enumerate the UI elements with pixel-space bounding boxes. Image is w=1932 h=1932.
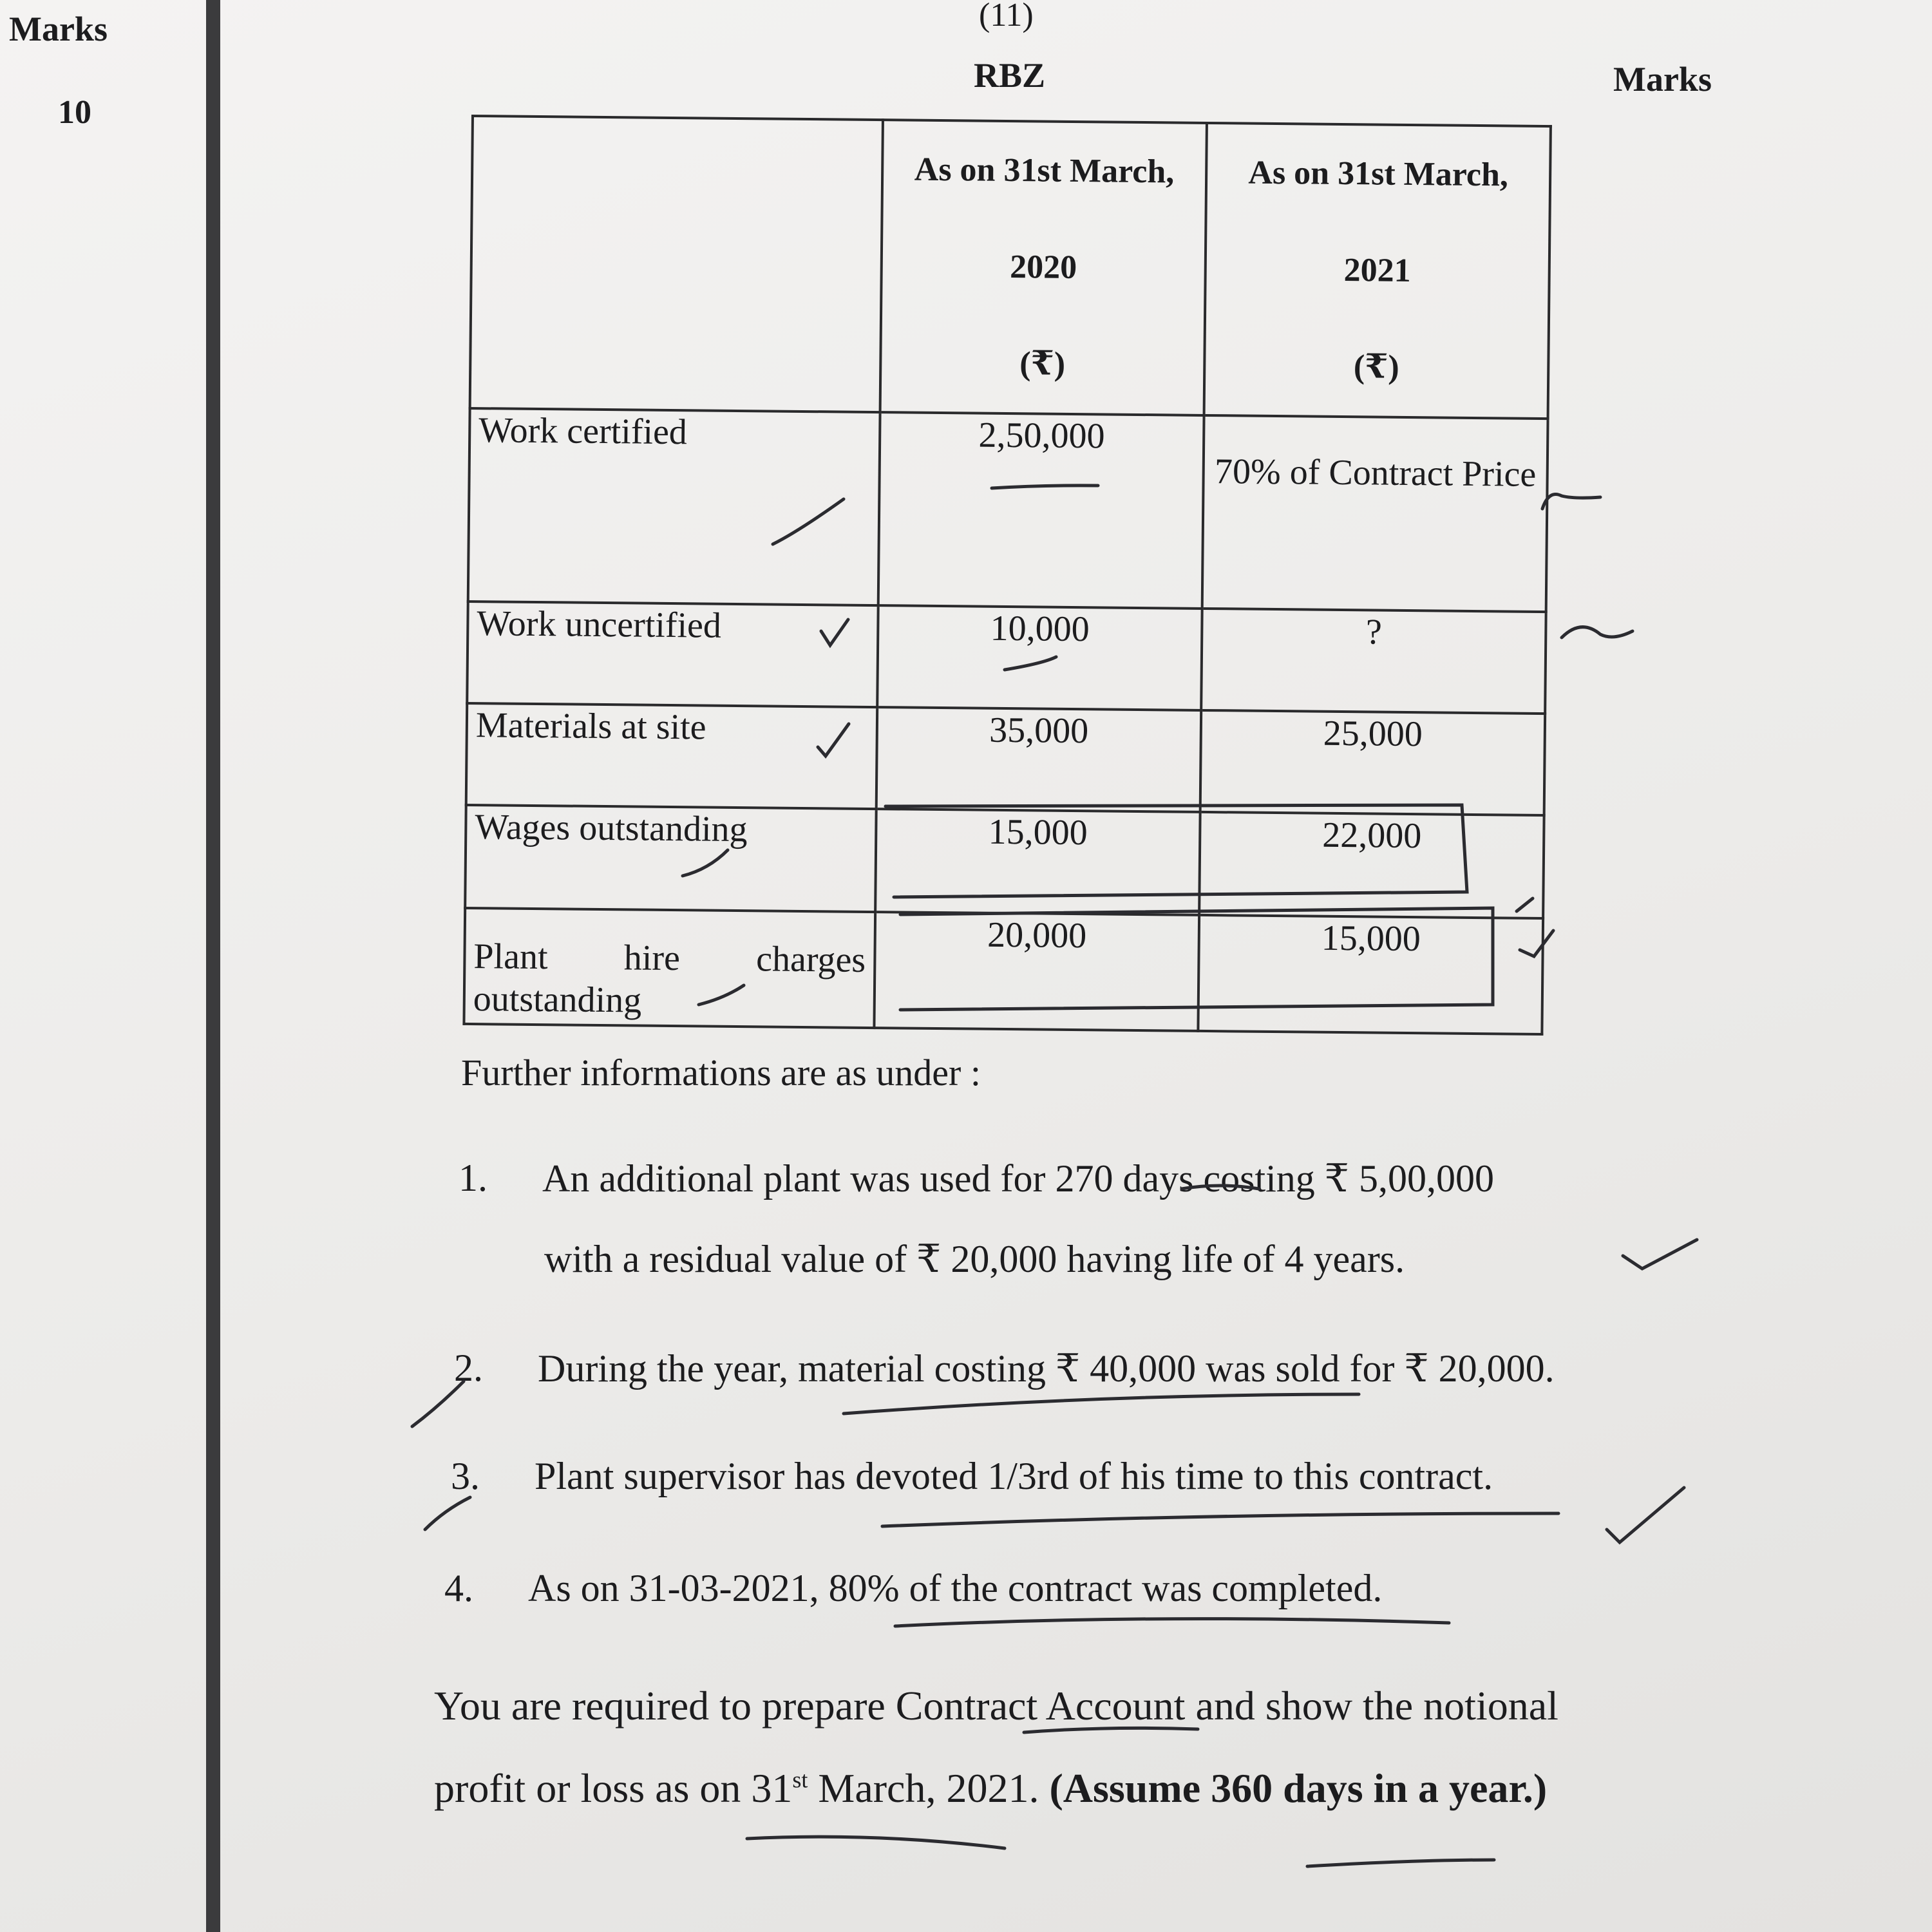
row-label: Work certified: [468, 408, 880, 605]
underline-mark: [1005, 657, 1056, 670]
item-number: 4.: [444, 1567, 473, 1609]
value-2021: ?: [1201, 609, 1546, 714]
wages-box-outline: [886, 805, 1467, 897]
check-mark-icon: [1517, 898, 1533, 911]
check-mark-icon: [773, 499, 844, 544]
margin-note-mark: [1542, 495, 1600, 509]
item-number: 3.: [451, 1455, 480, 1497]
check-mark-icon: [1623, 1240, 1697, 1269]
item-text: During the year, material costing ₹ 40,000 was sold for ₹ 20,000.: [538, 1347, 1555, 1390]
item-text: Plant supervisor has devoted 1/3rd of his time to this contract.: [535, 1455, 1493, 1497]
underline-mark: [1024, 1728, 1198, 1732]
check-mark-icon: [412, 1381, 464, 1426]
item-text: An additional plant was used for 270 days costing ₹ 5,00,000: [542, 1157, 1494, 1200]
value-2020: 35,000: [876, 707, 1201, 812]
check-mark-icon: [699, 985, 744, 1005]
plant-box-outline: [900, 908, 1493, 1010]
underline-mark: [895, 1619, 1449, 1626]
check-mark-icon: [425, 1497, 470, 1530]
underline-mark: [1307, 1860, 1494, 1866]
check-mark-icon: [821, 620, 848, 645]
underline-mark: [992, 486, 1098, 488]
right-marks-label: Marks: [1613, 60, 1712, 99]
requirement-line-1: You are required to prepare Contract Account and show the notional: [434, 1683, 1558, 1728]
further-info-heading: Further informations are as under :: [461, 1052, 981, 1094]
margin-note-mark: [1562, 627, 1633, 638]
value-2021: 70% of Contract Price: [1202, 415, 1548, 612]
row-label: Work uncertified: [467, 601, 878, 707]
requirement-line-2: profit or loss as on 31st March, 2021. (Assume 360 days in a year.): [434, 1765, 1548, 1811]
underline-mark: [844, 1394, 1359, 1414]
value-2021: 22,000: [1199, 812, 1544, 918]
value-2021: 25,000: [1200, 710, 1546, 815]
item-number: 1.: [459, 1157, 488, 1199]
left-marks-label: Marks: [9, 10, 108, 48]
item-number: 2.: [454, 1347, 483, 1389]
underline-mark: [1182, 1186, 1259, 1189]
check-mark-icon: [1520, 931, 1553, 956]
value-2020: 10,000: [877, 605, 1202, 710]
value-2020: 2,50,000: [878, 412, 1204, 609]
row-label: Plant hire charges outstanding: [464, 908, 875, 1028]
value-2020: 15,000: [875, 809, 1200, 915]
row-label: Materials at site: [466, 703, 877, 809]
header-2020: As on 31st March, 2020 (₹): [880, 120, 1207, 415]
value-2021: 15,000: [1198, 915, 1543, 1034]
item-text-continued: with a residual value of ₹ 20,000 having life of 4 years.: [544, 1238, 1405, 1280]
underline-mark: [747, 1837, 1005, 1848]
page-number: (11): [979, 0, 1034, 33]
underline-mark: [882, 1513, 1558, 1526]
item-text: As on 31-03-2021, 80% of the contract was completed.: [528, 1567, 1383, 1609]
left-marks-value: 10: [58, 94, 91, 131]
check-mark-icon: [683, 850, 728, 876]
check-mark-icon: [1607, 1488, 1684, 1542]
paper-code: RBZ: [974, 56, 1046, 95]
header-2021: As on 31st March, 2021 (₹): [1204, 123, 1551, 419]
value-2020: 20,000: [874, 912, 1199, 1031]
check-mark-icon: [818, 724, 849, 756]
row-label: Wages outstanding: [465, 805, 876, 912]
